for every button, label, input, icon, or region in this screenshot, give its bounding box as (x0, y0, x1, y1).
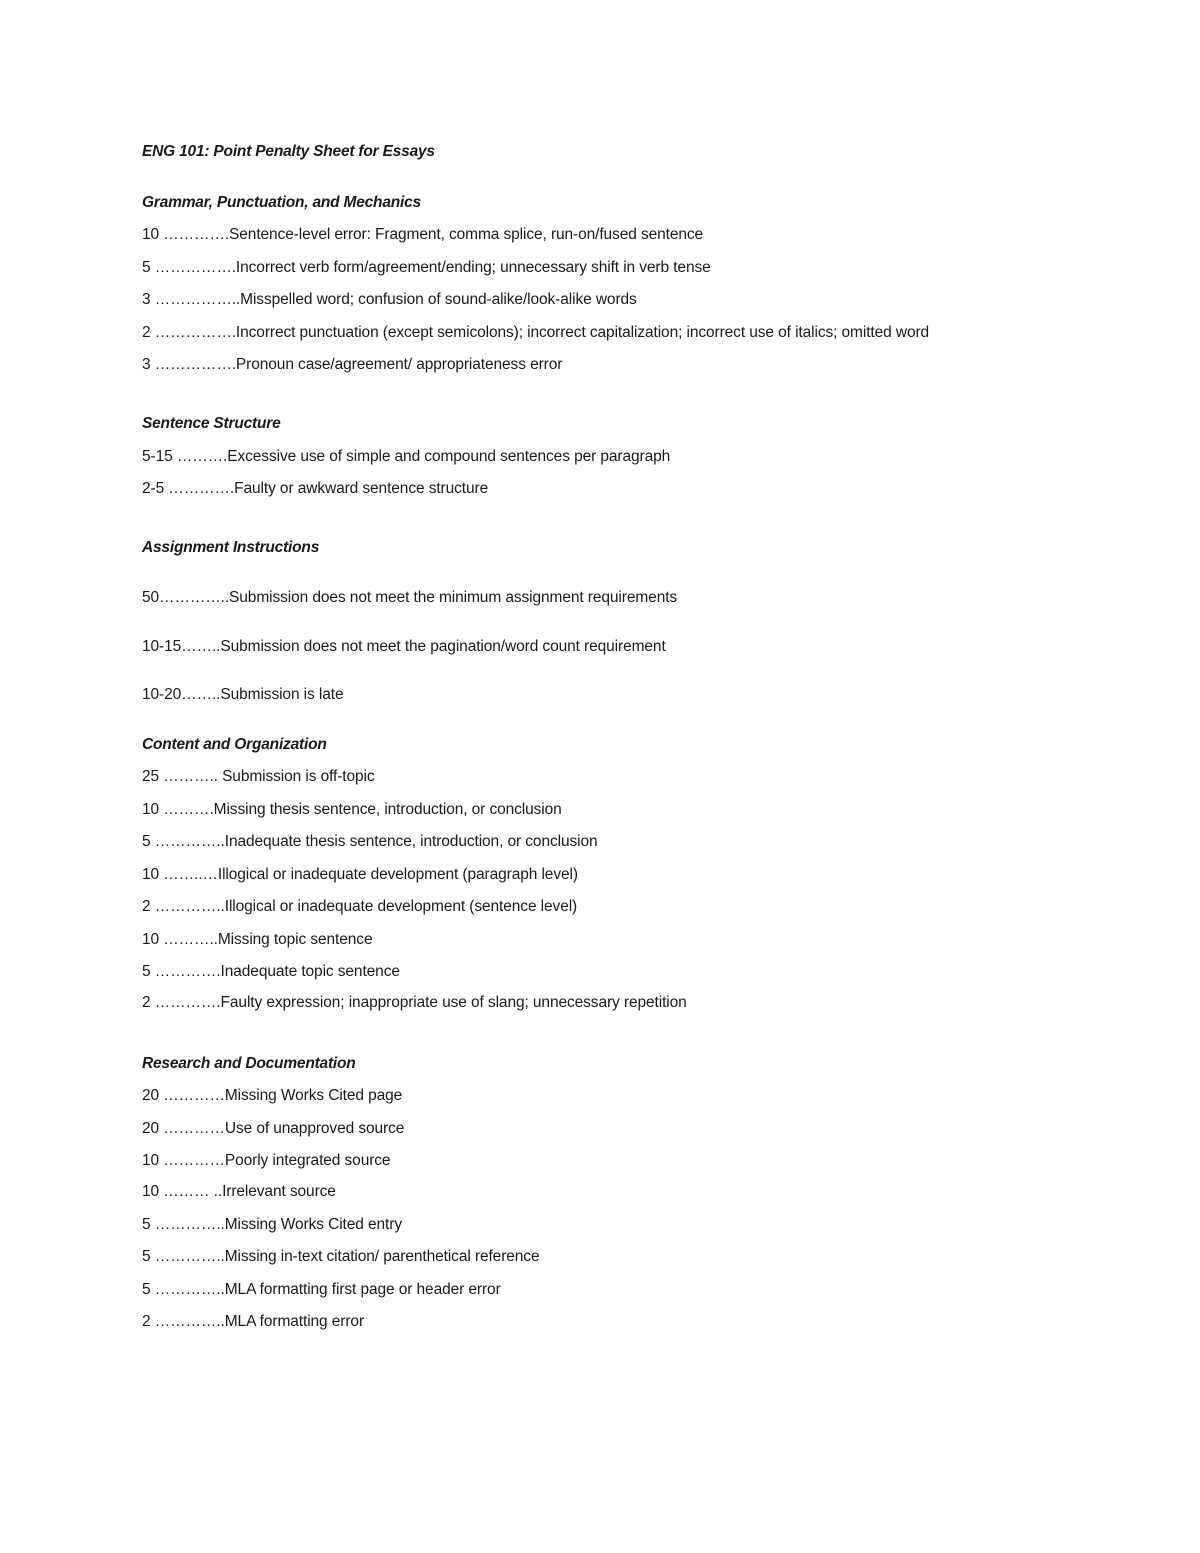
section-heading-research-documentation: Research and Documentation (142, 1055, 356, 1072)
penalty-item: 5 …………..Inadequate thesis sentence, introduction, or conclusion (142, 833, 598, 850)
penalty-item: 10 ………..Missing topic sentence (142, 931, 373, 948)
penalty-item: 5 …………..Missing in-text citation/ parenthetical reference (142, 1248, 540, 1265)
penalty-item: 10-20……..Submission is late (142, 686, 344, 703)
document-title: ENG 101: Point Penalty Sheet for Essays (142, 143, 435, 160)
penalty-item: 2 …………..Illogical or inadequate development (sentence level) (142, 898, 578, 915)
penalty-item: 2 …………….Incorrect punctuation (except semicolons); incorrect capitalization; incorrect use of italics; omitted word (142, 324, 930, 341)
penalty-item: 5-15 ……….Excessive use of simple and compound sentences per paragraph (142, 448, 671, 465)
penalty-item: 5 ………….Inadequate topic sentence (142, 963, 400, 980)
section-heading-content-organization: Content and Organization (142, 736, 327, 753)
penalty-item: 50…………..Submission does not meet the minimum assignment requirements (142, 589, 678, 606)
penalty-item: 10 …………Poorly integrated source (142, 1152, 391, 1169)
penalty-item: 20 …………Use of unapproved source (142, 1120, 405, 1137)
section-heading-grammar: Grammar, Punctuation, and Mechanics (142, 194, 421, 211)
penalty-item: 3 …………….Pronoun case/agreement/ appropriateness error (142, 356, 563, 373)
penalty-item: 5 …………..MLA formatting first page or header error (142, 1281, 501, 1298)
penalty-item: 10 ……… ..Irrelevant source (142, 1183, 336, 1200)
penalty-item: 2 …………..MLA formatting error (142, 1313, 365, 1330)
penalty-item: 10 ……..…Illogical or inadequate development (paragraph level) (142, 866, 578, 883)
penalty-item: 10 ……….Missing thesis sentence, introduction, or conclusion (142, 801, 562, 818)
penalty-item: 5 …………….Incorrect verb form/agreement/ending; unnecessary shift in verb tense (142, 259, 711, 276)
section-heading-assignment-instructions: Assignment Instructions (142, 539, 320, 556)
penalty-item: 20 …………Missing Works Cited page (142, 1087, 403, 1104)
penalty-item: 25 ……….. Submission is off-topic (142, 768, 375, 785)
section-heading-sentence-structure: Sentence Structure (142, 415, 281, 432)
penalty-item: 10-15……..Submission does not meet the pagination/word count requirement (142, 638, 666, 655)
penalty-item: 10 ………….Sentence-level error: Fragment, comma splice, run-on/fused sentence (142, 226, 704, 243)
penalty-item: 2 ………….Faulty expression; inappropriate use of slang; unnecessary repetition (142, 994, 687, 1011)
penalty-item: 3 ……………..Misspelled word; confusion of sound-alike/look-alike words (142, 291, 637, 308)
penalty-item: 2-5 ………….Faulty or awkward sentence structure (142, 480, 489, 497)
penalty-item: 5 …………..Missing Works Cited entry (142, 1216, 402, 1233)
